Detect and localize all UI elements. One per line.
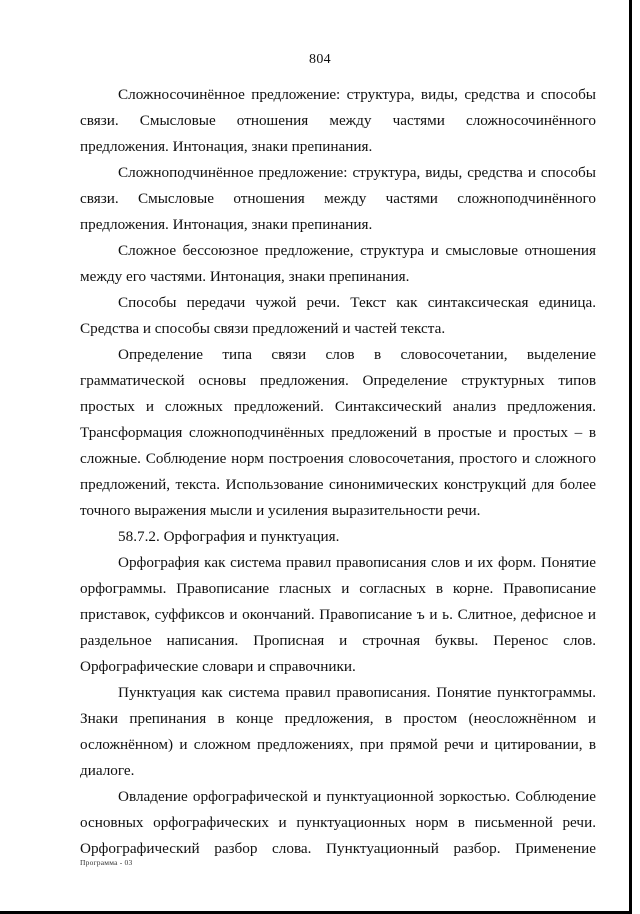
footer-label: Программа - 03 [80,858,133,867]
paragraph-literacy-norms: Овладение орфографической и пунктуационной зоркостью. Соблюдение основных орфографических и пунктуационных норм в письменной речи. Орфографический разбор слова. Пунктуационный разбор. Применение [80,788,596,857]
page-number: 804 [309,52,331,67]
paragraph-asyndetic-sentence: Сложное бессоюзное предложение, структура и смысловые отношения между его частями. Интонация, знаки препинания. [80,242,596,285]
document-body [80,82,596,862]
section-heading-orthography: 58.7.2. Орфография и пунктуация. [118,528,340,545]
paragraph-reported-speech: Способы передачи чужой речи. Текст как синтаксическая единица. Средства и способы связи предложений и частей текста. [80,294,596,337]
paragraph-compound-sentence: Сложносочинённое предложение: структура, виды, средства и способы связи. Смысловые отношения между частями сложносочинённого предложения. Интонация, знаки препинания. [80,86,596,155]
paragraph-orthography: Орфография как система правил правописания слов и их форм. Понятие орфограммы. Правописание гласных и согласных в корне. Правописание приставок, суффиксов и окончаний. Правописание ъ и ь. Слитное, дефисное и раздельное написания. Прописная и строчная буквы. Перенос слов. Орфографические словари и справочники. [80,554,596,675]
paragraph-punctuation: Пунктуация как система правил правописания. Понятие пунктограммы. Знаки препинания в конце предложения, в простом (неосложнённом и осложнённом) и сложном предложениях, при прямой речи и цитировании, в диалоге. [80,684,596,779]
paragraph-syntax-analysis: Определение типа связи слов в словосочетании, выделение грамматической основы предложения. Определение структурных типов простых и сложных предложений. Синтаксический анализ предложения. Трансформация сложноподчинённых предложений в простые и простых – в сложные. Соблюдение норм построения словосочетания, простого и сложного предложений, текста. Использование синонимических конструкций для более точного выражения мысли и усиления выразительности речи. [80,346,596,519]
paragraph-complex-sentence: Сложноподчинённое предложение: структура, виды, средства и способы связи. Смысловые отношения между частями сложноподчинённого предложения. Интонация, знаки препинания. [80,164,596,233]
